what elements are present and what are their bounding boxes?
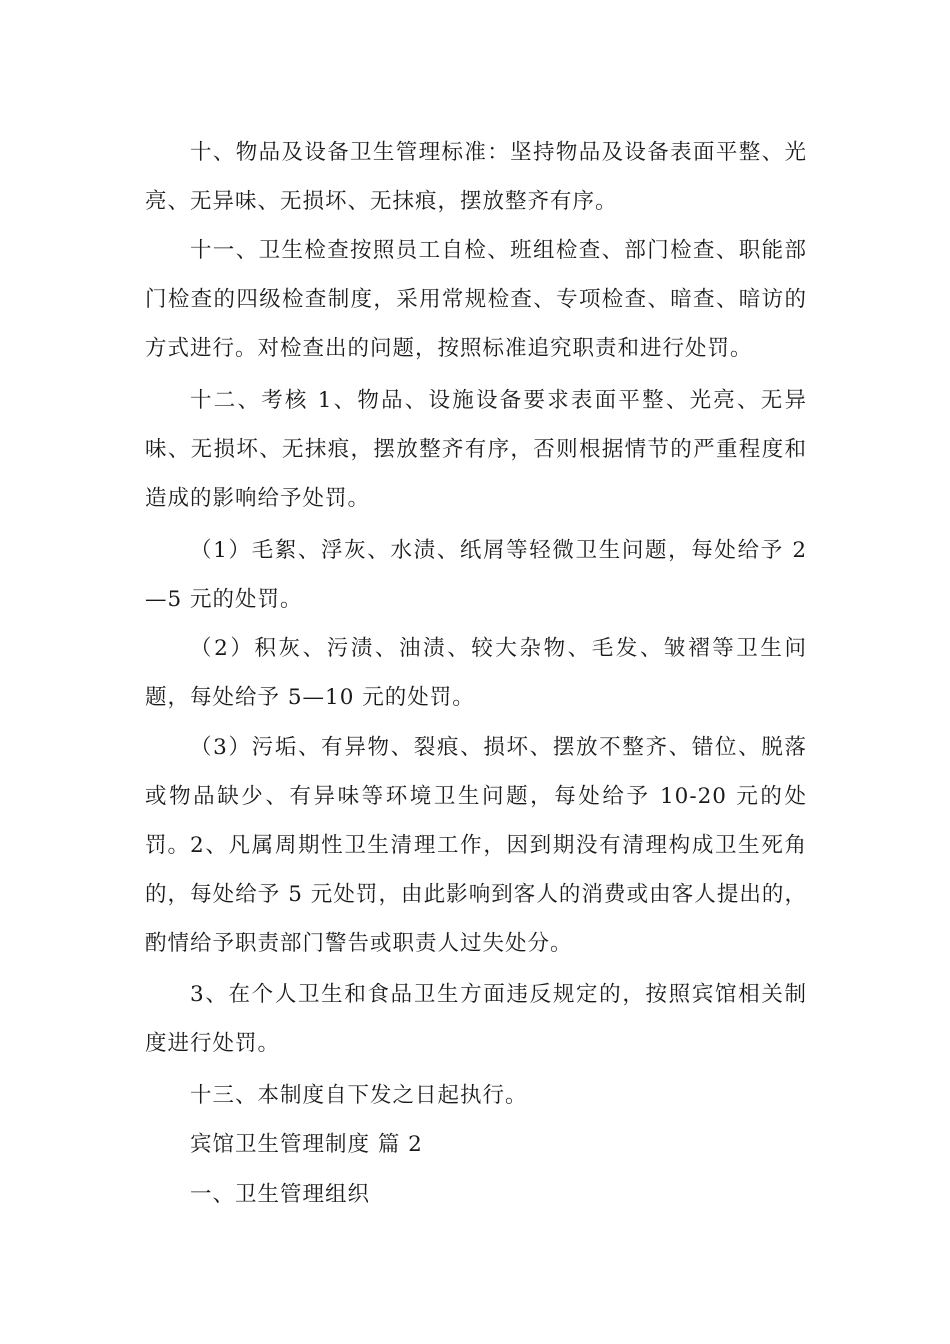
paragraph-article-11: 十一、卫生检查按照员工自检、班组检查、部门检查、职能部门检查的四级检查制度，采用常规检查、专项检查、暗查、暗访的方式进行。对检查出的问题，按照标准追究职责和进行处罚。	[145, 238, 807, 361]
paragraph-clause-2: 2、凡属周期性卫生清理工作，因到期没有清理构成卫生死角的，每处给予 5 元处罚，由此影响到客人的消费或由客人提出的，酌情给予职责部门警告或职责人过失处分。	[145, 833, 807, 956]
paragraph-item-1: （1）毛絮、浮灰、水渍、纸屑等轻微卫生问题，每处给予 2—5 元的处罚。	[145, 538, 807, 612]
section-heading: 一、卫生管理组织	[190, 1182, 371, 1207]
section-title: 宾馆卫生管理制度 篇 2	[190, 1132, 423, 1157]
paragraph-article-10: 十、物品及设备卫生管理标准：坚持物品及设备表面平整、光亮、无异味、无损坏、无抹痕，摆放整齐有序。	[145, 140, 807, 214]
paragraph-item-2: （2）积灰、污渍、油渍、较大杂物、毛发、皱褶等卫生问题，每处给予 5—10 元的处罚。	[145, 636, 807, 710]
paragraph-item-3: （3）污垢、有异物、裂痕、损坏、摆放不整齐、错位、脱落或物品缺少、有异味等环境卫生问题，每处给予 10-20 元的处罚。	[145, 735, 807, 858]
paragraph-article-13: 十三、本制度自下发之日起执行。	[190, 1083, 528, 1108]
paragraph-clause-3: 3、在个人卫生和食品卫生方面违反规定的，按照宾馆相关制度进行处罚。	[145, 982, 807, 1056]
paragraph-article-12: 十二、考核 1、物品、设施设备要求表面平整、光亮、无异味、无损坏、无抹痕，摆放整齐有序，否则根据情节的严重程度和造成的影响给予处罚。	[145, 388, 807, 511]
